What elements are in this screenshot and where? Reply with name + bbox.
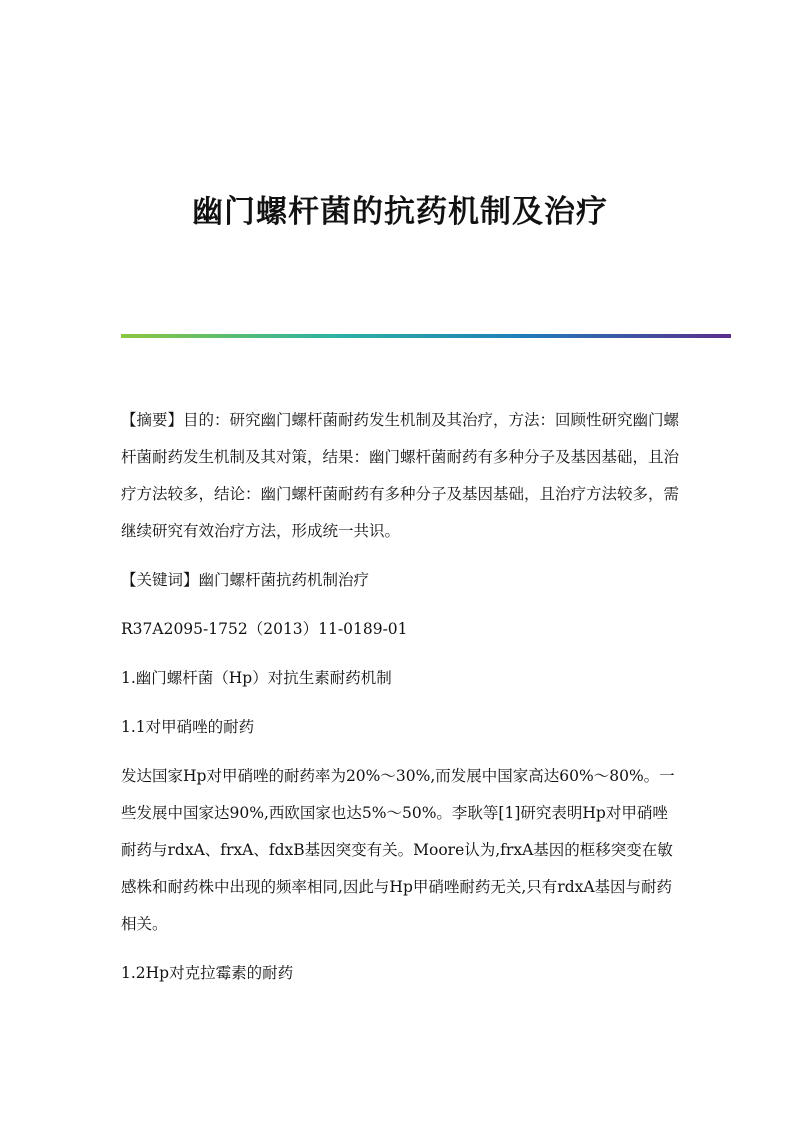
abstract-paragraph: 【摘要】目的：研究幽门螺杆菌耐药发生机制及其治疗，方法：回顾性研究幽门螺杆菌耐药发生机制及其对策，结果：幽门螺杆菌耐药有多种分子及基因基础，且治疗方法较多，结论：幽门螺杆菌耐药有多种分子及基因基础，且治疗方法较多，需继续研究有效治疗方法，形成统一共识。	[121, 411, 680, 540]
section-1-1-heading: 1.1对甲硝唑的耐药	[121, 718, 255, 736]
keywords-line: 【关键词】幽门螺杆菌抗药机制治疗	[121, 571, 370, 589]
document-body	[121, 402, 681, 1004]
section-1-heading: 1.幽门螺杆菌（Hp）对抗生素耐药机制	[121, 669, 392, 687]
classification-line: R37A2095-1752（2013）11-0189-01	[121, 620, 408, 638]
section-1-1-paragraph: 发达国家Hp对甲硝唑的耐药率为20%～30%,而发展中国家高达60%～80%。一些发展中国家达90%,西欧国家也达5%～50%。李耿等[1]研究表明Hp对甲硝唑耐药与rdxA、frxA、fdxB基因突变有关。Moore认为,frxA基因的框移突变在敏感株和耐药株中出现的频率相同,因此与Hp甲硝唑耐药无关,只有rdxA基因与耐药相关。	[121, 767, 675, 933]
document-title: 幽门螺杆菌的抗药机制及治疗	[192, 194, 608, 230]
section-1-2-heading: 1.2Hp对克拉霉素的耐药	[121, 964, 294, 982]
title-divider	[121, 334, 731, 338]
